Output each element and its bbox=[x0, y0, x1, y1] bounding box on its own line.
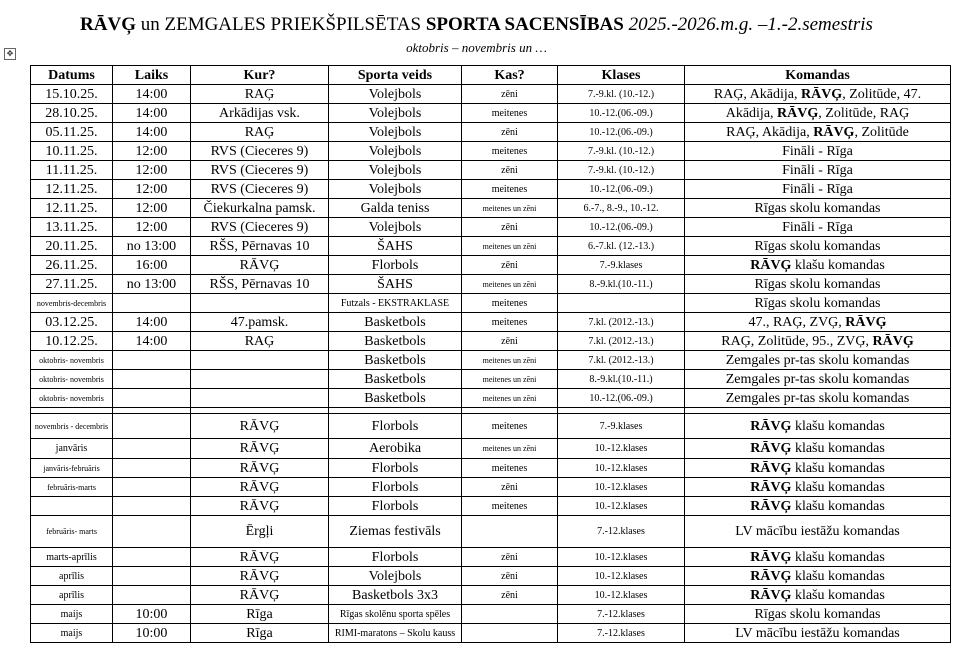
table-row bbox=[31, 294, 951, 313]
cell-komandas: RAĢ, Akādija, RĀVĢ, Zolitūde, 47. bbox=[685, 85, 951, 104]
cell-kas: zēni bbox=[462, 332, 558, 351]
cell-kur: Arkādijas vsk. bbox=[191, 104, 329, 123]
cell-kur: RŠS, Pērnavas 10 bbox=[191, 275, 329, 294]
cell-klases: 7.-9.klases bbox=[558, 414, 685, 439]
table-row bbox=[31, 370, 951, 389]
cell-sporta-veids: Basketbols 3x3 bbox=[329, 586, 462, 605]
cell-sporta-veids: Florbols bbox=[329, 548, 462, 567]
cell-datums: aprīlis bbox=[31, 567, 113, 586]
cell-laiks bbox=[113, 497, 191, 516]
cell-kur: RĀVĢ bbox=[191, 478, 329, 497]
cell-laiks: 14:00 bbox=[113, 104, 191, 123]
cell-kas: meitenes bbox=[462, 414, 558, 439]
header-kur: Kur? bbox=[191, 66, 329, 85]
cell-kur bbox=[191, 370, 329, 389]
table-row bbox=[31, 389, 951, 408]
cell-klases: 7.-9.kl. (10.-12.) bbox=[558, 161, 685, 180]
cell-klases: 7.kl. (2012.-13.) bbox=[558, 351, 685, 370]
cell-datums: 28.10.25. bbox=[31, 104, 113, 123]
cell-kur: RĀVĢ bbox=[191, 548, 329, 567]
cell-komandas: Akādija, RĀVĢ, Zolitūde, RAĢ bbox=[685, 104, 951, 123]
cell-datums: 12.11.25. bbox=[31, 180, 113, 199]
cell-kas bbox=[462, 624, 558, 643]
cell-sporta-veids: Basketbols bbox=[329, 313, 462, 332]
cell-sporta-veids: Galda teniss bbox=[329, 199, 462, 218]
cell-kur: Rīga bbox=[191, 624, 329, 643]
cell-komandas: Rīgas skolu komandas bbox=[685, 237, 951, 256]
cell-kur: RAĢ bbox=[191, 123, 329, 142]
cell-laiks bbox=[113, 586, 191, 605]
table-row bbox=[31, 497, 951, 516]
table-row bbox=[31, 142, 951, 161]
cell-kur: RĀVĢ bbox=[191, 439, 329, 459]
cell-laiks bbox=[113, 414, 191, 439]
cell-kur: Ērgļi bbox=[191, 516, 329, 548]
cell-komandas: Zemgales pr-tas skolu komandas bbox=[685, 370, 951, 389]
cell-datums: aprīlis bbox=[31, 586, 113, 605]
cell-datums: marts-aprīlis bbox=[31, 548, 113, 567]
cell-sporta-veids: Volejbols bbox=[329, 161, 462, 180]
cell-sporta-veids: Florbols bbox=[329, 497, 462, 516]
cell-komandas: RAĢ, Akādija, RĀVĢ, Zolitūde bbox=[685, 123, 951, 142]
cell-komandas: RAĢ, Zolitūde, 95., ZVĢ, RĀVĢ bbox=[685, 332, 951, 351]
cell-kas: meitenes bbox=[462, 497, 558, 516]
cell-kas: zēni bbox=[462, 478, 558, 497]
cell-datums: 15.10.25. bbox=[31, 85, 113, 104]
cell-laiks bbox=[113, 548, 191, 567]
cell-klases: 7.-12.klases bbox=[558, 624, 685, 643]
cell-laiks: 14:00 bbox=[113, 123, 191, 142]
cell-sporta-veids: Volejbols bbox=[329, 218, 462, 237]
table-row bbox=[31, 548, 951, 567]
cell-laiks: no 13:00 bbox=[113, 275, 191, 294]
cell-sporta-veids: Volejbols bbox=[329, 123, 462, 142]
cell-sporta-veids: Volejbols bbox=[329, 104, 462, 123]
cell-kas: meitenes un zēni bbox=[462, 389, 558, 408]
cell-kas: meitenes bbox=[462, 180, 558, 199]
cell-sporta-veids: Florbols bbox=[329, 256, 462, 275]
cell-klases bbox=[558, 294, 685, 313]
cell-kur: RĀVĢ bbox=[191, 497, 329, 516]
cell-komandas: Fināli - Rīga bbox=[685, 142, 951, 161]
table-row bbox=[31, 414, 951, 439]
title-region: un ZEMGALES PRIEKŠPILSĒTAS bbox=[135, 14, 426, 35]
cell-klases: 7.-12.klases bbox=[558, 516, 685, 548]
cell-laiks: 10:00 bbox=[113, 624, 191, 643]
cell-komandas: RĀVĢ klašu komandas bbox=[685, 414, 951, 439]
cell-sporta-veids: Florbols bbox=[329, 414, 462, 439]
cell-sporta-veids: ŠAHS bbox=[329, 275, 462, 294]
cell-klases: 7.-9.kl. (10.-12.) bbox=[558, 85, 685, 104]
table-move-handle-icon[interactable]: ✥ bbox=[4, 48, 16, 60]
table-row bbox=[31, 605, 951, 624]
title-school: RĀVĢ bbox=[80, 14, 136, 35]
cell-sporta-veids: Aerobika bbox=[329, 439, 462, 459]
cell-klases: 10.-12.(06.-09.) bbox=[558, 218, 685, 237]
header-kas: Kas? bbox=[462, 66, 558, 85]
cell-laiks bbox=[113, 351, 191, 370]
header-klases: Klases bbox=[558, 66, 685, 85]
cell-sporta-veids: Volejbols bbox=[329, 180, 462, 199]
cell-kur: RVS (Cieceres 9) bbox=[191, 218, 329, 237]
cell-klases: 8.-9.kl.(10.-11.) bbox=[558, 275, 685, 294]
cell-kur bbox=[191, 351, 329, 370]
table-row bbox=[31, 237, 951, 256]
cell-klases: 8.-9.kl.(10.-11.) bbox=[558, 370, 685, 389]
cell-klases: 10.-12.klases bbox=[558, 459, 685, 478]
cell-datums: janvāris-februāris bbox=[31, 459, 113, 478]
cell-sporta-veids: Futzals - EKSTRAKLASE bbox=[329, 294, 462, 313]
cell-klases: 7.-9.klases bbox=[558, 256, 685, 275]
cell-kur: RĀVĢ bbox=[191, 414, 329, 439]
cell-kur: RŠS, Pērnavas 10 bbox=[191, 237, 329, 256]
cell-komandas: Zemgales pr-tas skolu komandas bbox=[685, 351, 951, 370]
cell-kas: meitenes bbox=[462, 459, 558, 478]
cell-kas bbox=[462, 605, 558, 624]
cell-datums: 27.11.25. bbox=[31, 275, 113, 294]
table-row bbox=[31, 85, 951, 104]
cell-klases: 6.-7., 8.-9., 10.-12. bbox=[558, 199, 685, 218]
cell-komandas: LV mācību iestāžu komandas bbox=[685, 516, 951, 548]
cell-komandas: Fināli - Rīga bbox=[685, 180, 951, 199]
cell-klases: 10.-12.(06.-09.) bbox=[558, 180, 685, 199]
cell-kur bbox=[191, 294, 329, 313]
cell-laiks bbox=[113, 459, 191, 478]
cell-kur: RVS (Cieceres 9) bbox=[191, 180, 329, 199]
cell-laiks: 12:00 bbox=[113, 142, 191, 161]
table-row bbox=[31, 624, 951, 643]
cell-komandas: Fināli - Rīga bbox=[685, 218, 951, 237]
table-row bbox=[31, 256, 951, 275]
cell-komandas: Rīgas skolu komandas bbox=[685, 294, 951, 313]
cell-sporta-veids: Florbols bbox=[329, 478, 462, 497]
cell-kas: zēni bbox=[462, 123, 558, 142]
cell-datums: novembris-decembris bbox=[31, 294, 113, 313]
cell-kas: meitenes bbox=[462, 104, 558, 123]
cell-kas bbox=[462, 516, 558, 548]
cell-laiks: 14:00 bbox=[113, 332, 191, 351]
cell-sporta-veids: Basketbols bbox=[329, 332, 462, 351]
title-period: 2025.-2026.m.g. –1.-2.semestris bbox=[623, 14, 873, 35]
cell-kas: meitenes un zēni bbox=[462, 275, 558, 294]
cell-kas: meitenes bbox=[462, 294, 558, 313]
cell-laiks: 14:00 bbox=[113, 85, 191, 104]
cell-kas: zēni bbox=[462, 161, 558, 180]
cell-klases: 10.-12.klases bbox=[558, 586, 685, 605]
cell-kas: zēni bbox=[462, 567, 558, 586]
table-row bbox=[31, 586, 951, 605]
cell-kur: RĀVĢ bbox=[191, 256, 329, 275]
cell-datums: 05.11.25. bbox=[31, 123, 113, 142]
cell-laiks bbox=[113, 516, 191, 548]
cell-klases: 10.-12.(06.-09.) bbox=[558, 104, 685, 123]
cell-datums: janvāris bbox=[31, 439, 113, 459]
cell-kas: zēni bbox=[462, 256, 558, 275]
table-row bbox=[31, 199, 951, 218]
cell-kur: RĀVĢ bbox=[191, 459, 329, 478]
table-row bbox=[31, 516, 951, 548]
cell-kur: Rīga bbox=[191, 605, 329, 624]
cell-komandas: 47., RAĢ, ZVĢ, RĀVĢ bbox=[685, 313, 951, 332]
cell-kur: 47.pamsk. bbox=[191, 313, 329, 332]
schedule-body bbox=[31, 85, 951, 643]
cell-kur: Čiekurkalna pamsk. bbox=[191, 199, 329, 218]
cell-sporta-veids: Florbols bbox=[329, 459, 462, 478]
cell-laiks: 14:00 bbox=[113, 313, 191, 332]
cell-laiks: 12:00 bbox=[113, 161, 191, 180]
cell-klases: 10.-12.(06.-09.) bbox=[558, 123, 685, 142]
cell-datums: maijs bbox=[31, 624, 113, 643]
cell-laiks: 12:00 bbox=[113, 199, 191, 218]
cell-kas: meitenes bbox=[462, 313, 558, 332]
table-row bbox=[31, 180, 951, 199]
cell-klases: 7.kl. (2012.-13.) bbox=[558, 313, 685, 332]
cell-laiks bbox=[113, 567, 191, 586]
cell-datums: 26.11.25. bbox=[31, 256, 113, 275]
cell-klases: 6.-7.kl. (12.-13.) bbox=[558, 237, 685, 256]
cell-kur: RAĢ bbox=[191, 332, 329, 351]
cell-klases: 10.-12.(06.-09.) bbox=[558, 389, 685, 408]
header-sporta-veids: Sporta veids bbox=[329, 66, 462, 85]
header-komandas: Komandas bbox=[685, 66, 951, 85]
header-laiks: Laiks bbox=[113, 66, 191, 85]
cell-datums: oktobris- novembris bbox=[31, 370, 113, 389]
table-row bbox=[31, 104, 951, 123]
cell-komandas: RĀVĢ klašu komandas bbox=[685, 586, 951, 605]
cell-klases: 7.kl. (2012.-13.) bbox=[558, 332, 685, 351]
cell-datums: 20.11.25. bbox=[31, 237, 113, 256]
cell-kas: zēni bbox=[462, 218, 558, 237]
cell-klases: 7.-12.klases bbox=[558, 605, 685, 624]
cell-laiks: no 13:00 bbox=[113, 237, 191, 256]
cell-sporta-veids: Volejbols bbox=[329, 142, 462, 161]
header-row bbox=[31, 66, 951, 85]
cell-laiks: 12:00 bbox=[113, 180, 191, 199]
cell-sporta-veids: Volejbols bbox=[329, 85, 462, 104]
cell-kur: RVS (Cieceres 9) bbox=[191, 161, 329, 180]
cell-klases: 10.-12.klases bbox=[558, 478, 685, 497]
cell-sporta-veids: RIMI-maratons – Skolu kauss bbox=[329, 624, 462, 643]
cell-datums: novembris - decembris bbox=[31, 414, 113, 439]
cell-laiks bbox=[113, 478, 191, 497]
cell-sporta-veids: Rīgas skolēnu sporta spēles bbox=[329, 605, 462, 624]
table-row bbox=[31, 459, 951, 478]
cell-datums bbox=[31, 497, 113, 516]
cell-kas: meitenes un zēni bbox=[462, 370, 558, 389]
cell-komandas: RĀVĢ klašu komandas bbox=[685, 548, 951, 567]
table-row bbox=[31, 332, 951, 351]
cell-kas: meitenes un zēni bbox=[462, 199, 558, 218]
cell-kas: zēni bbox=[462, 85, 558, 104]
cell-kur: RAĢ bbox=[191, 85, 329, 104]
table-row bbox=[31, 123, 951, 142]
cell-kas: zēni bbox=[462, 586, 558, 605]
cell-datums: februāris- marts bbox=[31, 516, 113, 548]
document-subtitle: oktobris – novembris un … bbox=[406, 40, 547, 55]
cell-sporta-veids: Basketbols bbox=[329, 389, 462, 408]
cell-datums: oktobris- novembris bbox=[31, 389, 113, 408]
cell-komandas: LV mācību iestāžu komandas bbox=[685, 624, 951, 643]
cell-kas: meitenes un zēni bbox=[462, 351, 558, 370]
cell-kas: meitenes un zēni bbox=[462, 237, 558, 256]
cell-komandas: RĀVĢ klašu komandas bbox=[685, 439, 951, 459]
table-row bbox=[31, 478, 951, 497]
table-row bbox=[31, 161, 951, 180]
cell-datums: 13.11.25. bbox=[31, 218, 113, 237]
cell-komandas: RĀVĢ klašu komandas bbox=[685, 567, 951, 586]
cell-datums: maijs bbox=[31, 605, 113, 624]
cell-laiks: 12:00 bbox=[113, 218, 191, 237]
cell-laiks bbox=[113, 370, 191, 389]
cell-komandas: Rīgas skolu komandas bbox=[685, 605, 951, 624]
header-datums: Datums bbox=[31, 66, 113, 85]
table-row bbox=[31, 275, 951, 294]
cell-komandas: Fināli - Rīga bbox=[685, 161, 951, 180]
cell-klases: 10.-12.klases bbox=[558, 439, 685, 459]
cell-datums: 03.12.25. bbox=[31, 313, 113, 332]
schedule-table bbox=[30, 65, 951, 643]
cell-komandas: RĀVĢ klašu komandas bbox=[685, 256, 951, 275]
cell-komandas: Zemgales pr-tas skolu komandas bbox=[685, 389, 951, 408]
cell-laiks: 16:00 bbox=[113, 256, 191, 275]
cell-datums: 12.11.25. bbox=[31, 199, 113, 218]
cell-kur: RVS (Cieceres 9) bbox=[191, 142, 329, 161]
cell-datums: 10.12.25. bbox=[31, 332, 113, 351]
cell-komandas: RĀVĢ klašu komandas bbox=[685, 459, 951, 478]
cell-komandas: Rīgas skolu komandas bbox=[685, 275, 951, 294]
table-row bbox=[31, 313, 951, 332]
cell-sporta-veids: Basketbols bbox=[329, 370, 462, 389]
cell-klases: 10.-12.klases bbox=[558, 548, 685, 567]
title-competitions: SPORTA SACENSĪBAS bbox=[425, 14, 624, 35]
cell-kas: zēni bbox=[462, 548, 558, 567]
cell-sporta-veids: ŠAHS bbox=[329, 237, 462, 256]
cell-sporta-veids: Ziemas festivāls bbox=[329, 516, 462, 548]
cell-klases: 10.-12.klases bbox=[558, 497, 685, 516]
cell-kas: meitenes un zēni bbox=[462, 439, 558, 459]
cell-datums: oktobris- novembris bbox=[31, 351, 113, 370]
cell-laiks bbox=[113, 389, 191, 408]
cell-datums: 10.11.25. bbox=[31, 142, 113, 161]
table-row bbox=[31, 218, 951, 237]
cell-klases: 7.-9.kl. (10.-12.) bbox=[558, 142, 685, 161]
cell-laiks: 10:00 bbox=[113, 605, 191, 624]
cell-kas: meitenes bbox=[462, 142, 558, 161]
cell-kur: RĀVĢ bbox=[191, 586, 329, 605]
cell-datums: 11.11.25. bbox=[31, 161, 113, 180]
cell-sporta-veids: Basketbols bbox=[329, 351, 462, 370]
cell-laiks bbox=[113, 439, 191, 459]
cell-komandas: RĀVĢ klašu komandas bbox=[685, 478, 951, 497]
cell-datums: februāris-marts bbox=[31, 478, 113, 497]
cell-laiks bbox=[113, 294, 191, 313]
document-title bbox=[0, 14, 953, 36]
cell-kur bbox=[191, 389, 329, 408]
cell-klases: 10.-12.klases bbox=[558, 567, 685, 586]
table-row bbox=[31, 567, 951, 586]
cell-komandas: RĀVĢ klašu komandas bbox=[685, 497, 951, 516]
cell-komandas: Rīgas skolu komandas bbox=[685, 199, 951, 218]
table-row bbox=[31, 439, 951, 459]
cell-sporta-veids: Volejbols bbox=[329, 567, 462, 586]
cell-kur: RĀVĢ bbox=[191, 567, 329, 586]
table-row bbox=[31, 351, 951, 370]
